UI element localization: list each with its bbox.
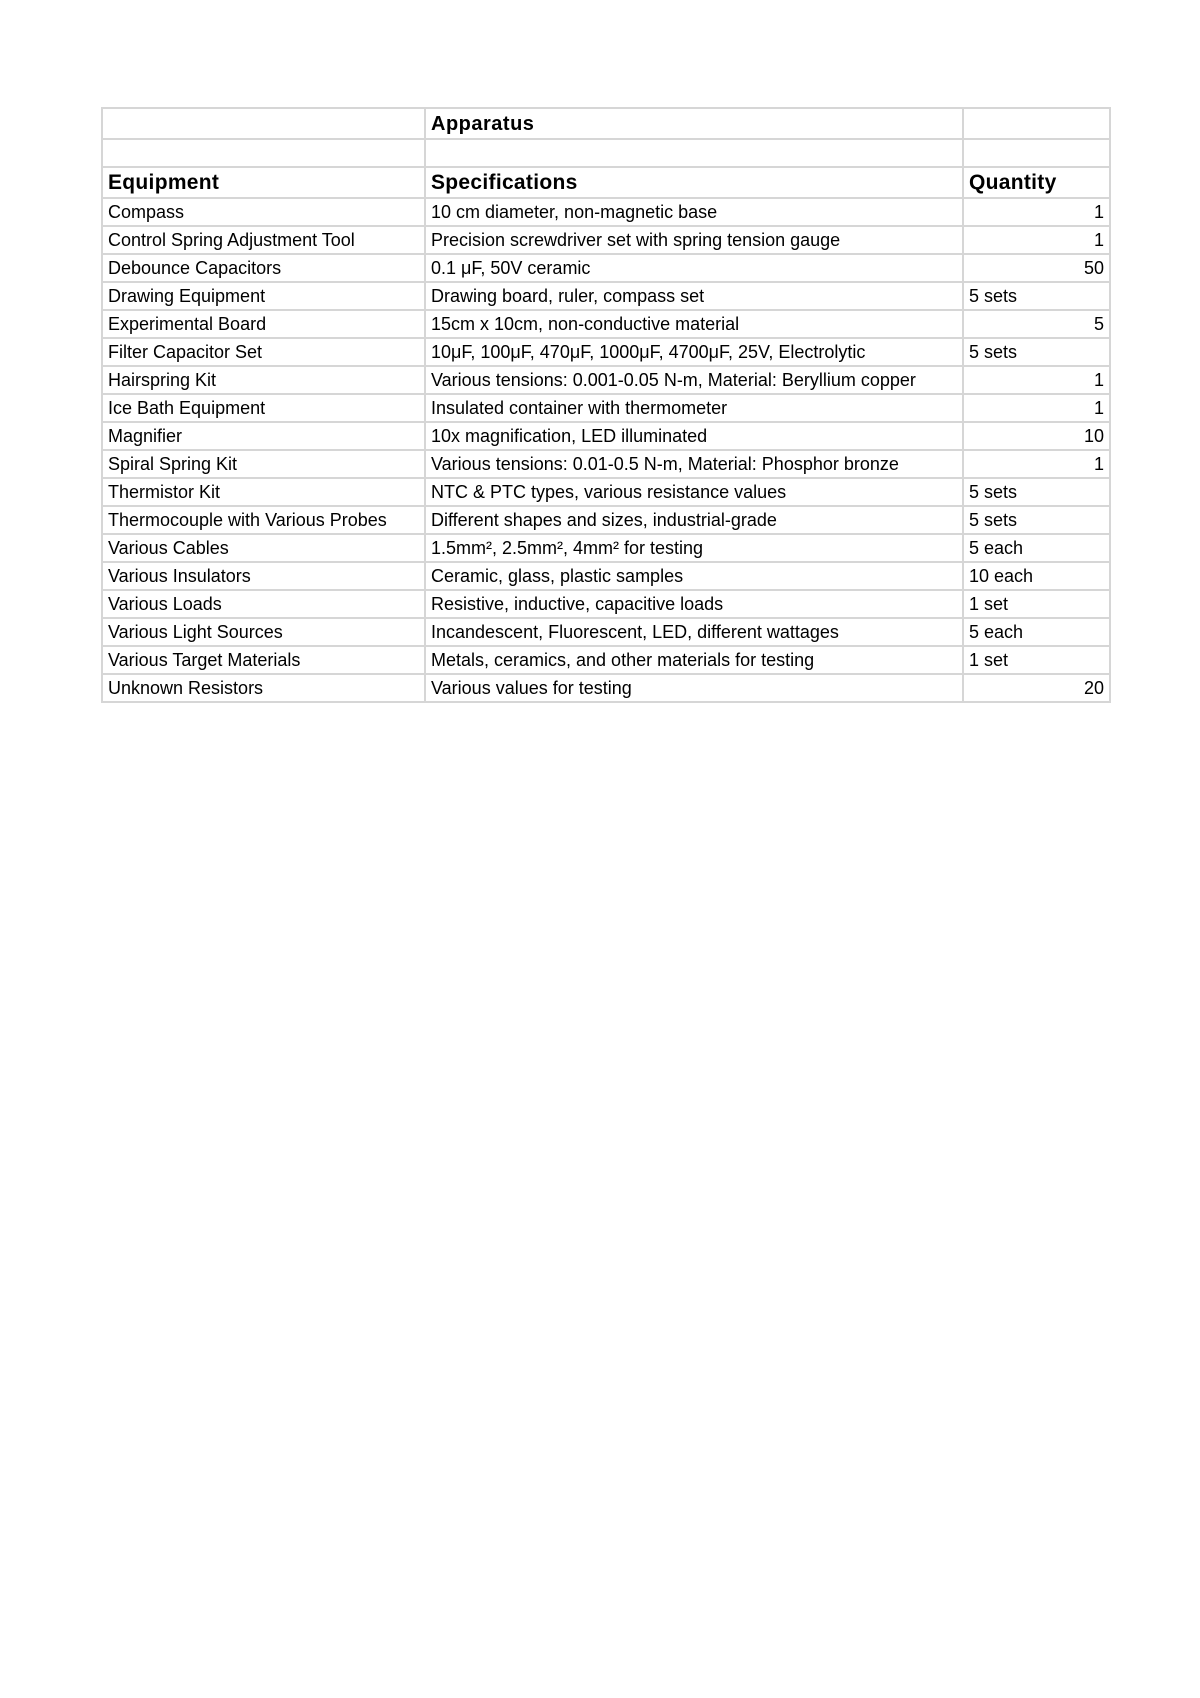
- cell-equipment: Thermocouple with Various Probes: [102, 506, 425, 534]
- table-row: [102, 366, 1110, 394]
- cell-quantity: 10: [963, 422, 1110, 450]
- cell-specifications: Insulated container with thermometer: [425, 394, 963, 422]
- cell-equipment: Various Light Sources: [102, 618, 425, 646]
- table-row: [102, 646, 1110, 674]
- cell-equipment: Unknown Resistors: [102, 674, 425, 702]
- header-specifications: Specifications: [425, 167, 963, 198]
- cell-quantity: 5 each: [963, 618, 1110, 646]
- table-row: [102, 226, 1110, 254]
- cell-specifications: Precision screwdriver set with spring tension gauge: [425, 226, 963, 254]
- cell-specifications: 10 cm diameter, non-magnetic base: [425, 198, 963, 226]
- cell-specifications: Incandescent, Fluorescent, LED, different wattages: [425, 618, 963, 646]
- title-cell-empty-right: [963, 108, 1110, 139]
- cell-quantity: 1: [963, 198, 1110, 226]
- cell-specifications: 0.1 μF, 50V ceramic: [425, 254, 963, 282]
- cell-specifications: Metals, ceramics, and other materials for testing: [425, 646, 963, 674]
- cell-equipment: Drawing Equipment: [102, 282, 425, 310]
- cell-specifications: 1.5mm², 2.5mm², 4mm² for testing: [425, 534, 963, 562]
- table-row: [102, 562, 1110, 590]
- cell-equipment: Control Spring Adjustment Tool: [102, 226, 425, 254]
- cell-equipment: Compass: [102, 198, 425, 226]
- cell-equipment: Hairspring Kit: [102, 366, 425, 394]
- cell-quantity: 5: [963, 310, 1110, 338]
- table-row: [102, 254, 1110, 282]
- table-body: [102, 108, 1110, 702]
- table-row: [102, 506, 1110, 534]
- blank-cell: [102, 139, 425, 167]
- cell-specifications: Drawing board, ruler, compass set: [425, 282, 963, 310]
- header-equipment: Equipment: [102, 167, 425, 198]
- cell-quantity: 1 set: [963, 590, 1110, 618]
- table-row: [102, 590, 1110, 618]
- cell-specifications: Different shapes and sizes, industrial-grade: [425, 506, 963, 534]
- title-cell-empty-left: [102, 108, 425, 139]
- table-row: [102, 534, 1110, 562]
- table-row: [102, 478, 1110, 506]
- cell-equipment: Debounce Capacitors: [102, 254, 425, 282]
- table-row: [102, 674, 1110, 702]
- table-row: [102, 310, 1110, 338]
- header-quantity: Quantity: [963, 167, 1110, 198]
- cell-equipment: Filter Capacitor Set: [102, 338, 425, 366]
- table-row: [102, 422, 1110, 450]
- cell-specifications: Various tensions: 0.01-0.5 N-m, Material: Phosphor bronze: [425, 450, 963, 478]
- cell-specifications: 15cm x 10cm, non-conductive material: [425, 310, 963, 338]
- table-title: Apparatus: [425, 108, 963, 139]
- cell-specifications: Various tensions: 0.001-0.05 N-m, Material: Beryllium copper: [425, 366, 963, 394]
- cell-specifications: Various values for testing: [425, 674, 963, 702]
- cell-quantity: 5 each: [963, 534, 1110, 562]
- cell-quantity: 10 each: [963, 562, 1110, 590]
- cell-quantity: 1: [963, 394, 1110, 422]
- cell-equipment: Magnifier: [102, 422, 425, 450]
- cell-equipment: Various Target Materials: [102, 646, 425, 674]
- cell-quantity: 1: [963, 226, 1110, 254]
- blank-row: [102, 139, 1110, 167]
- cell-specifications: NTC & PTC types, various resistance values: [425, 478, 963, 506]
- cell-equipment: Ice Bath Equipment: [102, 394, 425, 422]
- header-row: [102, 167, 1110, 198]
- cell-quantity: 5 sets: [963, 282, 1110, 310]
- table-row: [102, 338, 1110, 366]
- table-row: [102, 450, 1110, 478]
- cell-specifications: 10x magnification, LED illuminated: [425, 422, 963, 450]
- cell-quantity: 5 sets: [963, 338, 1110, 366]
- table-row: [102, 282, 1110, 310]
- cell-equipment: Thermistor Kit: [102, 478, 425, 506]
- table-row: [102, 198, 1110, 226]
- cell-quantity: 50: [963, 254, 1110, 282]
- cell-specifications: 10μF, 100μF, 470μF, 1000μF, 4700μF, 25V, Electrolytic: [425, 338, 963, 366]
- cell-quantity: 1: [963, 366, 1110, 394]
- cell-specifications: Resistive, inductive, capacitive loads: [425, 590, 963, 618]
- cell-quantity: 5 sets: [963, 506, 1110, 534]
- title-row: [102, 108, 1110, 139]
- cell-equipment: Various Loads: [102, 590, 425, 618]
- cell-equipment: Experimental Board: [102, 310, 425, 338]
- cell-equipment: Spiral Spring Kit: [102, 450, 425, 478]
- apparatus-table: [101, 107, 1111, 703]
- cell-quantity: 1: [963, 450, 1110, 478]
- cell-equipment: Various Cables: [102, 534, 425, 562]
- blank-cell: [963, 139, 1110, 167]
- cell-quantity: 20: [963, 674, 1110, 702]
- cell-equipment: Various Insulators: [102, 562, 425, 590]
- blank-cell: [425, 139, 963, 167]
- cell-quantity: 1 set: [963, 646, 1110, 674]
- table-row: [102, 394, 1110, 422]
- cell-quantity: 5 sets: [963, 478, 1110, 506]
- cell-specifications: Ceramic, glass, plastic samples: [425, 562, 963, 590]
- table-row: [102, 618, 1110, 646]
